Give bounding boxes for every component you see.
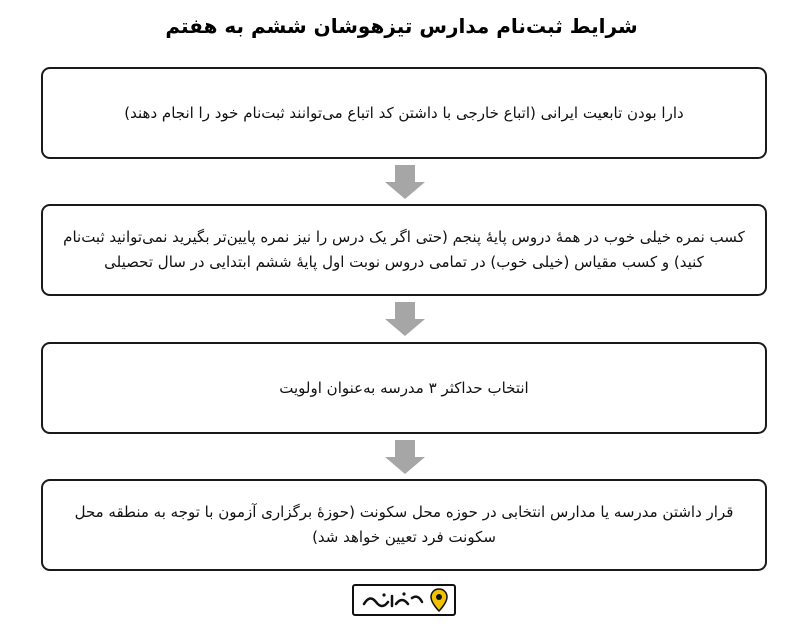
flow-step-4-text: قرار داشتن مدرسه یا مدارس انتخابی در حوزه محل سکونت (حوزهٔ برگزاری آزمون با توجه به منطقه محل سکونت فرد تعیین خواهد شد) xyxy=(74,503,734,546)
brand-logo xyxy=(352,584,456,616)
logo-wordmark xyxy=(360,590,426,610)
page-title: شرایط ثبت‌نام مدارس تیزهوشان ششم به هفتم xyxy=(165,14,638,38)
down-arrow-icon xyxy=(385,302,425,336)
down-arrow-icon xyxy=(385,165,425,199)
flow-step-1-text: دارا بودن تابعیت ایرانی (اتباع خارجی با داشتن کد اتباع می‌توانند ثبت‌نام خود را انجام دهند) xyxy=(124,103,684,122)
flow-step-2 xyxy=(41,204,767,296)
flow-step-2-text: کسب نمره خیلی خوب در همهٔ دروس پایهٔ پنجم (حتی اگر یک درس را نیز نمره پایین‌تر بگیرید نمی‌توانید ثبت‌نام کنید) و کسب مقیاس (خیلی خوب) در تمامی دروس نوبت اول پایهٔ ششم ابتدایی در سال تحصیلی xyxy=(63,228,745,271)
flow-step-3 xyxy=(41,342,767,434)
flow-step-3-text: انتخاب حداکثر ۳ مدرسه به‌عنوان اولویت xyxy=(279,378,529,397)
flow-step-1 xyxy=(41,67,767,159)
flow-step-4 xyxy=(41,479,767,571)
map-pin-icon xyxy=(430,588,448,612)
down-arrow-icon xyxy=(385,440,425,474)
